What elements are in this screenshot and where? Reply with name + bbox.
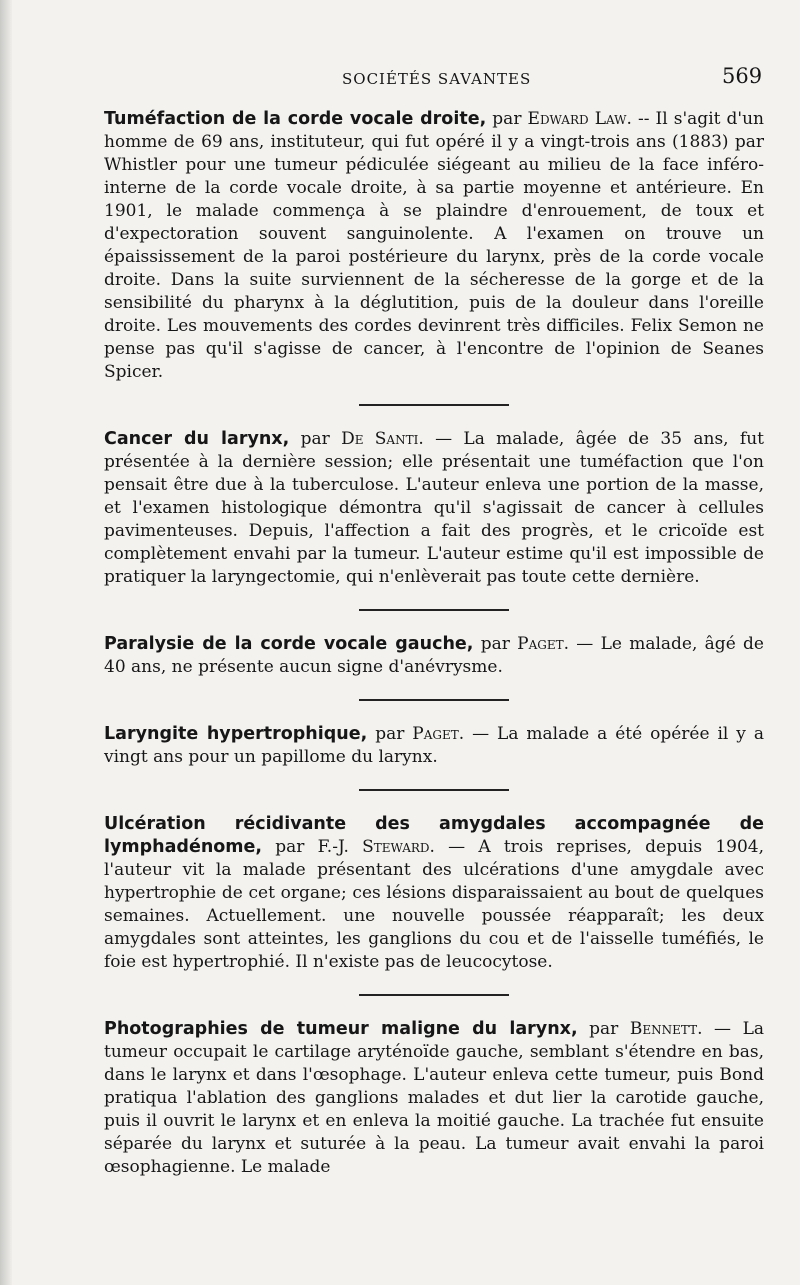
page-header — [0, 64, 800, 94]
entry-by: par — [289, 429, 342, 449]
entry-title: Tuméfaction de la corde vocale droite, — [104, 109, 487, 129]
entry-author: Paget. — [412, 724, 465, 744]
entry-photographies — [104, 1018, 764, 1179]
entry-by: par — [486, 109, 528, 129]
section-divider — [359, 609, 509, 611]
entry-text: — A trois reprises, depuis 1904, l'auteur vit la malade présentant des ulcérations d'une amygdale avec hypertrophie de cet organe; ces lésions disparaissaient au bout de quelques semaines. Actuellement. une nouvelle poussée réapparaît; les deux amygdales sont atteintes, les ganglions du cou et de l'aisselle tuméfiés, le foie est hypertrophié. Il n'existe pas de leucocytose. — [104, 837, 764, 972]
entry-tumefaction — [104, 108, 764, 384]
entry-author: De Santi. — [341, 429, 424, 449]
entry-by: par — [367, 724, 413, 744]
entry-title: Cancer du larynx, — [104, 429, 290, 449]
entry-title: Photographies de tumeur maligne du larynx, — [104, 1019, 578, 1039]
text-column — [104, 108, 764, 1179]
entry-text: — Le malade, âgé de 40 ans, ne présente aucun signe d'anévrysme. — [104, 634, 764, 677]
running-title: SOCIÉTÉS SAVANTES — [342, 70, 532, 88]
entry-cancer — [104, 428, 764, 589]
entry-paralysie — [104, 633, 764, 679]
entry-text: — La tumeur occupait le cartilage aryténoïde gauche, semblant s'étendre en bas, dans le larynx et dans l'œsophage. L'auteur enleva cette tumeur, puis Bond pratiqua l'ablation des ganglions malades et dut lier la carotide gauche, puis il ouvrit le larynx et en enleva la moitié gauche. La trachée fut ensuite séparée du larynx et suturée à la peau. La tumeur avait envahi la paroi œsophagienne. Le malade — [104, 1019, 765, 1177]
section-divider — [359, 994, 509, 996]
section-divider — [359, 699, 509, 701]
entry-by: par — [473, 634, 518, 654]
section-divider — [359, 789, 509, 791]
entry-ulceration — [104, 813, 764, 974]
page-number: 569 — [722, 64, 763, 88]
entry-title: Laryngite hypertrophique, — [104, 724, 368, 744]
entry-author: Bennett. — [629, 1019, 703, 1039]
page-edge-shadow — [0, 0, 12, 1285]
entry-laryngite — [104, 723, 764, 769]
entry-text: -- Il s'agit d'un homme de 69 ans, instituteur, qui fut opéré il y a vingt-trois ans (1883) par Whistler pour une tumeur pédiculée siégeant au milieu de la face inféro-interne de la corde vocale droite, à sa partie moyenne et antérieure. En 1901, le malade commença à se plaindre d'enrouement, de toux et d'expectoration souvent sanguinolente. A l'examen on trouve un épaississement de la paroi postérieure du larynx, près de la corde vocale droite. Dans la suite surviennent de la sécheresse de la gorge et de la sensibilité du pharynx à la déglutition, puis de la douleur dans l'oreille droite. Les mouvements des cordes devinrent très difficiles. Felix Semon ne pense pas qu'il s'agisse de cancer, à l'encontre de l'opinion de Seanes Spicer. — [104, 109, 764, 382]
entry-title: Ulcération récidivante des amygdales accompagnée de lymphadénome, — [104, 814, 764, 857]
entry-text: — La malade, âgée de 35 ans, fut présentée à la dernière session; elle présentait une tuméfaction que l'on pensait être due à la tuberculose. L'auteur enleva une portion de la masse, et l'examen histologique démontra qu'il s'agissait de cancer à cellules pavimenteuses. Depuis, l'affection a fait des progrès, et le cricoïde est complètement envahi par la tumeur. L'auteur estime qu'il est impossible de pratiquer la laryngectomie, qui n'enlèverait pas toute cette dernière. — [104, 429, 764, 587]
entry-text: — La malade a été opérée il y a vingt ans pour un papillome du larynx. — [104, 724, 764, 767]
entry-by: par F.-J. — [262, 837, 363, 857]
entry-by: par — [577, 1019, 630, 1039]
entry-author: Edward Law. — [527, 109, 632, 129]
section-divider — [359, 404, 509, 406]
entry-title: Paralysie de la corde vocale gauche, — [104, 634, 474, 654]
entry-author: Steward. — [362, 837, 435, 857]
entry-author: Paget. — [517, 634, 569, 654]
